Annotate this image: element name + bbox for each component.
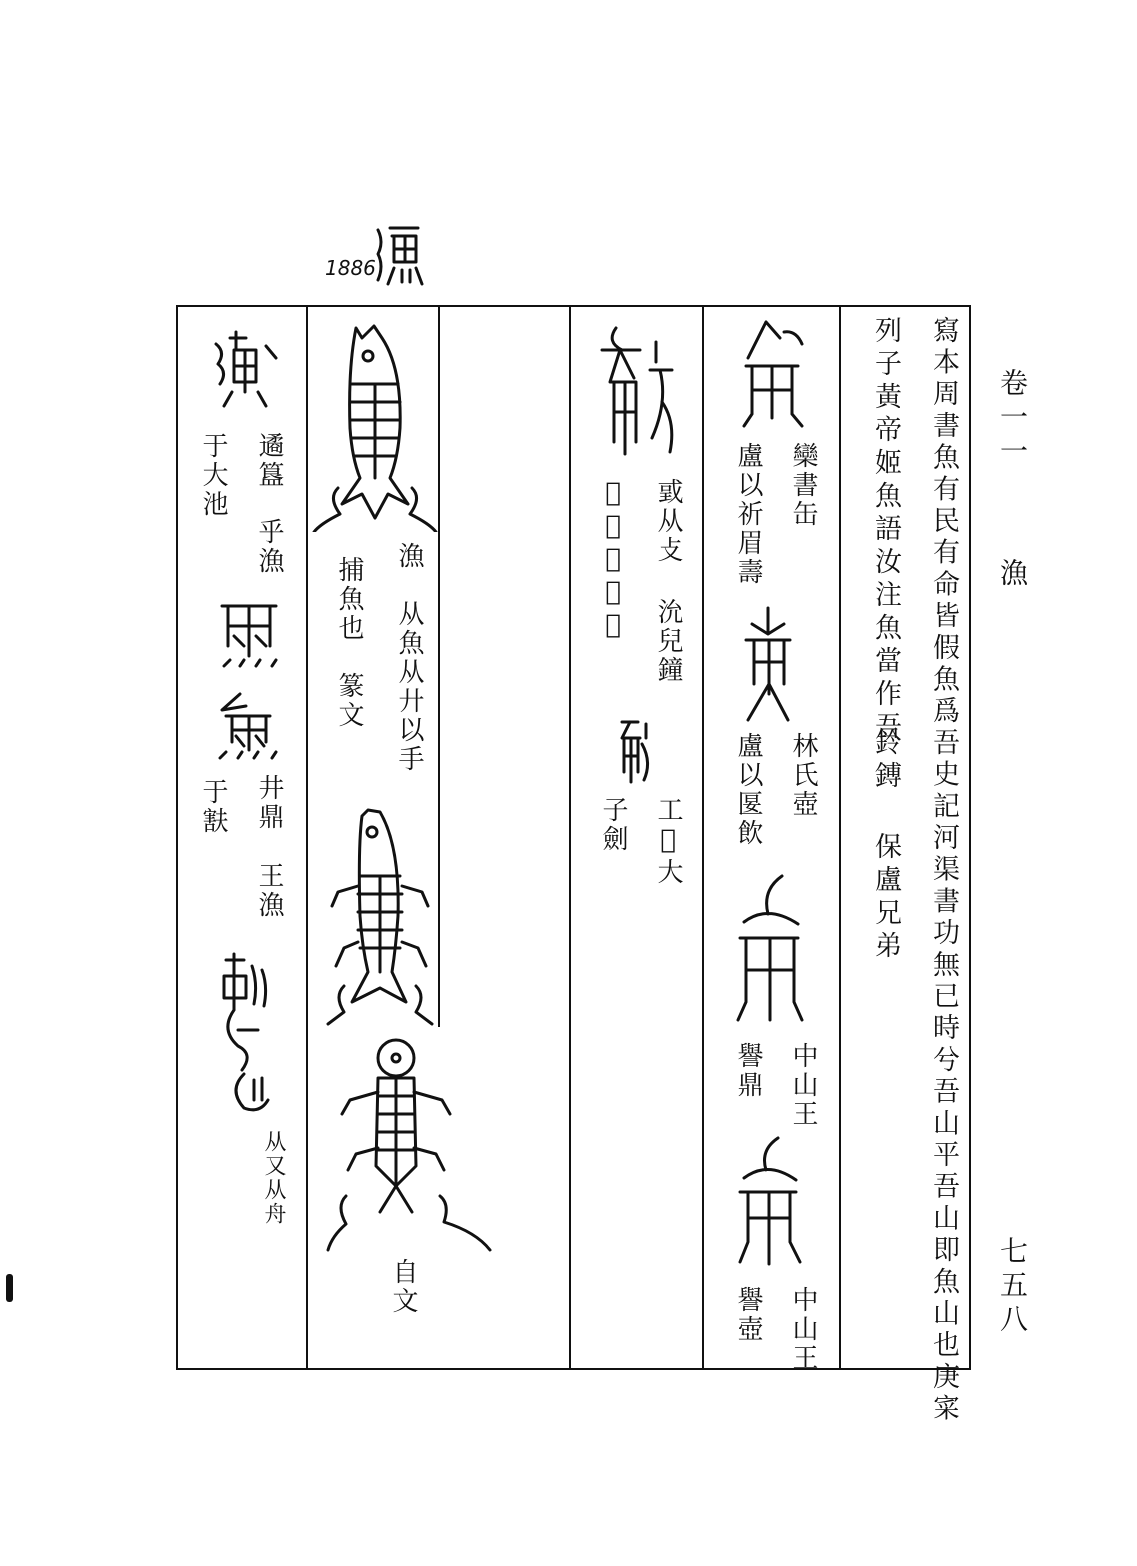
inscription-note: 譽壺 [733,1286,763,1344]
commentary-text: 寫本周書魚有民有命皆假魚爲吾史記河渠書功無已時兮吾山平吾山即魚山也庚寀 [928,316,959,1426]
entry-number: 1886 [325,256,376,280]
column-divider [306,307,308,1369]
scan-mark [6,1274,13,1302]
source-label: 欒書缶 [788,442,818,529]
fish-glyph [322,806,438,1032]
bronze-glyph [214,596,284,680]
source-label: 乎漁 [254,518,284,576]
inscription-note: 子劍 [598,796,628,854]
character-label: 漁 [996,558,1029,589]
bronze-glyph [214,950,276,1124]
bronze-glyph [206,322,280,414]
source-label: 沇兒鐘 [653,598,683,685]
glyph-label: 捕魚也 [334,556,364,643]
inscription-note: 譽鼎 [733,1042,763,1100]
fish-glyph [320,1036,496,1262]
glyph-label: 自文 [388,1258,418,1316]
source-label: 井鼎 [254,774,284,832]
glyph-label: 漁 [394,542,424,571]
bronze-glyph [210,686,284,770]
bronze-glyph [612,716,658,792]
source-label: 中山王 [788,1286,818,1373]
source-label: 工𢻱大 [653,796,683,887]
bronze-glyph [736,318,808,432]
commentary-text: 列子黃帝姬魚語汝注魚當作吾 [870,316,901,745]
glyph-label: 篆文 [334,672,364,730]
fish-glyph [310,318,440,536]
inscription-note: 盧以匽飲 [733,732,763,848]
table-frame [176,305,971,1370]
inscription-note: 盧以祈眉壽 [733,442,763,587]
bronze-glyph [732,1132,804,1276]
source-label: 王漁 [254,862,284,920]
source-label: 遹簋 [254,432,284,490]
bronze-glyph [596,322,686,466]
source-label: 戜从攴 [653,478,683,565]
bronze-glyph [732,870,804,1034]
volume-label: 卷一一 [996,368,1029,470]
glyph-label: 从魚从廾以手 [394,600,424,774]
source-label: 林氏壺 [788,732,818,819]
seal-heading-glyph [372,222,424,288]
commentary-source: 保盧兄弟 [870,832,901,964]
page-number: 七五八 [996,1236,1029,1338]
inscription-note: 于㝬 [198,778,228,836]
commentary-source: 鈴鎛 [870,728,901,794]
inscription-note: 𢻱以匽以喜 [598,478,628,643]
inscription-note: 于大池 [198,432,228,519]
bronze-glyph [738,604,798,728]
source-label: 中山王 [788,1042,818,1129]
glyph-label: 从又从舟 [261,1130,286,1226]
column-divider [702,307,704,1369]
column-divider [839,307,841,1369]
column-divider [569,307,571,1369]
